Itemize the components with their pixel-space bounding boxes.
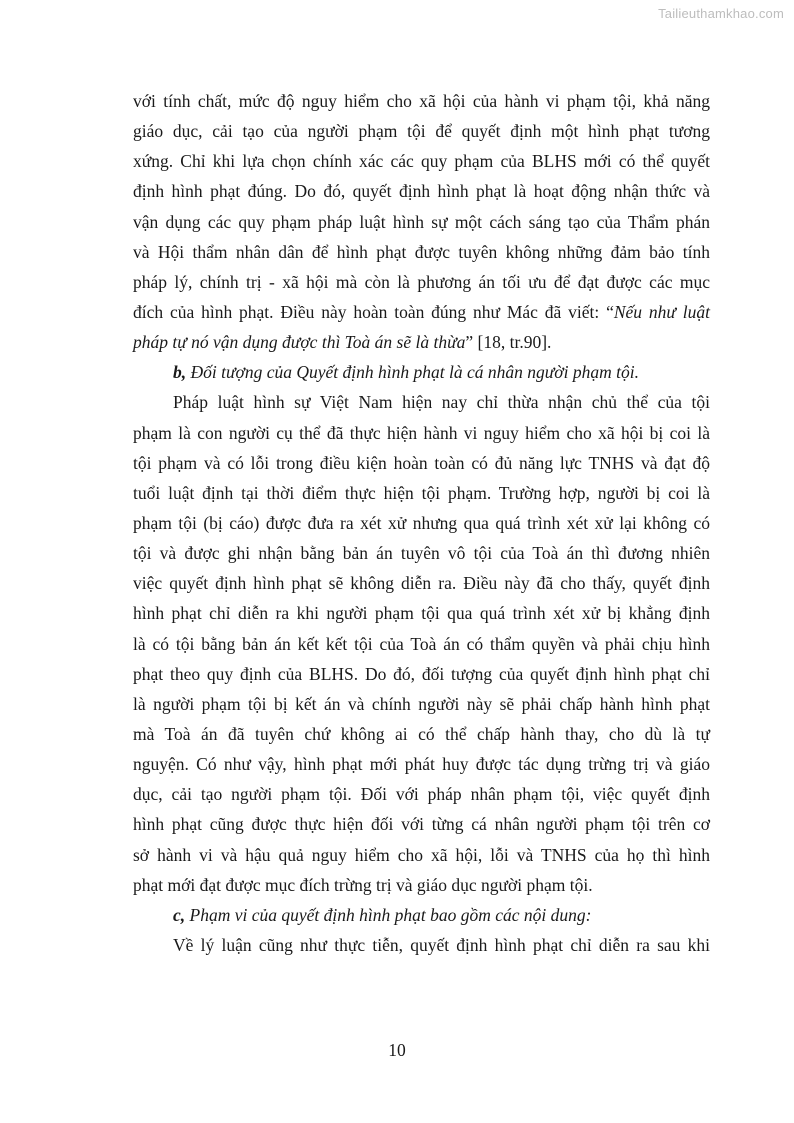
text-line: sở hành vi và hậu quả nguy hiểm cho xã hội, lỗi và TNHS của họ thì hình — [133, 844, 710, 865]
text-line: phạt mới đạt được mục đích trừng trị và giáo dục người phạm tội. — [133, 874, 593, 895]
text-line: phạt theo quy định của BLHS. Do đó, đối tượng của quyết định hình phạt chỉ — [133, 663, 710, 684]
text-line: nguyện. Có như vậy, hình phạt mới phát huy được tác dụng trừng trị và giáo — [133, 754, 710, 775]
text-line: là người phạm tội bị kết án và chính người này sẽ phải chấp hành hình phạt — [133, 693, 710, 714]
section-title: Đối tượng của Quyết định hình phạt là cá nhân người phạm tội. — [186, 362, 639, 383]
section-label: c, — [173, 904, 186, 925]
text-line: hình phạt cũng được thực hiện đối với từng cá nhân người phạm tội trên cơ — [133, 814, 710, 835]
text-line: là có tội bằng bản án kết kết tội của Toà án có thẩm quyền và phải chịu hình — [133, 633, 710, 654]
page-number: 10 — [388, 1040, 406, 1060]
watermark: Tailieuthamkhao.com — [658, 6, 784, 21]
text-line: việc quyết định hình phạt sẽ không diễn ra. Điều này đã cho thấy, quyết định — [133, 573, 710, 594]
text-line: tuổi luật định tại thời điểm thực hiện tội phạm. Trường hợp, người bị coi là — [133, 482, 710, 503]
text-line: xứng. Chỉ khi lựa chọn chính xác các quy phạm của BLHS mới có thể quyết — [133, 151, 710, 172]
section-title: Phạm vi của quyết định hình phạt bao gồm các nội dung: — [185, 904, 592, 925]
text-line-with-quote — [133, 327, 710, 357]
text-line: dục, cải tạo người phạm tội. Đối với pháp nhân phạm tội, việc quyết định — [133, 784, 710, 805]
section-label: b, — [173, 362, 187, 383]
paragraph-2 — [133, 387, 710, 899]
text-line: vận dụng các quy phạm pháp luật hình sự một cách sáng tạo của Thẩm phán — [133, 211, 710, 232]
text-line: mà Toà án đã tuyên chứ không ai có thể chấp hành thay, cho dù là tự — [133, 723, 710, 744]
citation: ” [18, tr.90]. — [465, 332, 552, 353]
text-line: tội và được ghi nhận bằng bản án tuyên vô tội của Toà án thì đương nhiên — [133, 543, 710, 564]
text-line: phạm là con người cụ thể đã thực hiện hành vi nguy hiểm cho xã hội bị coi là — [133, 422, 710, 443]
text-line: Về lý luận cũng như thực tiễn, quyết định hình phạt chỉ diễn ra sau khi — [173, 934, 710, 955]
text-line: pháp lý, chính trị - xã hội mà còn là phương án tối ưu để đạt được các mục — [133, 271, 710, 292]
text-line: với tính chất, mức độ nguy hiểm cho xã hội của hành vi phạm tội, khả năng — [133, 91, 710, 111]
text-line: hình phạt chỉ diễn ra khi người phạm tội qua quá trình xét xử bị khẳng định — [133, 603, 710, 624]
text-line: và Hội thẩm nhân dân để hình phạt được tuyên không những đảm bảo tính — [133, 241, 710, 262]
text-span: đích của hình phạt. Điều này hoàn toàn đúng như Mác đã viết: “ — [133, 301, 614, 322]
text-line: phạm tội (bị cáo) được đưa ra xét xử nhưng qua quá trình xét xử lại không có — [133, 512, 710, 533]
quote-text: Nếu như luật — [613, 301, 710, 322]
page-body — [133, 86, 710, 960]
section-heading-c — [133, 900, 710, 930]
text-line: Pháp luật hình sự Việt Nam hiện nay chỉ thừa nhận chủ thể của tội — [173, 392, 710, 413]
paragraph-3 — [133, 930, 710, 960]
text-line-with-quote — [133, 297, 710, 327]
quote-text: pháp tự nó vận dụng được thì Toà án sẽ là thừa — [133, 332, 466, 353]
text-line: định hình phạt đúng. Do đó, quyết định hình phạt là hoạt động nhận thức và — [133, 181, 710, 202]
text-line: giáo dục, cải tạo của người phạm tội để quyết định một hình phạt tương — [133, 121, 710, 142]
section-heading-b — [133, 357, 710, 387]
text-line: tội phạm và có lỗi trong điều kiện hoàn toàn có đủ năng lực TNHS và đạt độ — [133, 452, 710, 473]
paragraph-1 — [133, 86, 710, 357]
